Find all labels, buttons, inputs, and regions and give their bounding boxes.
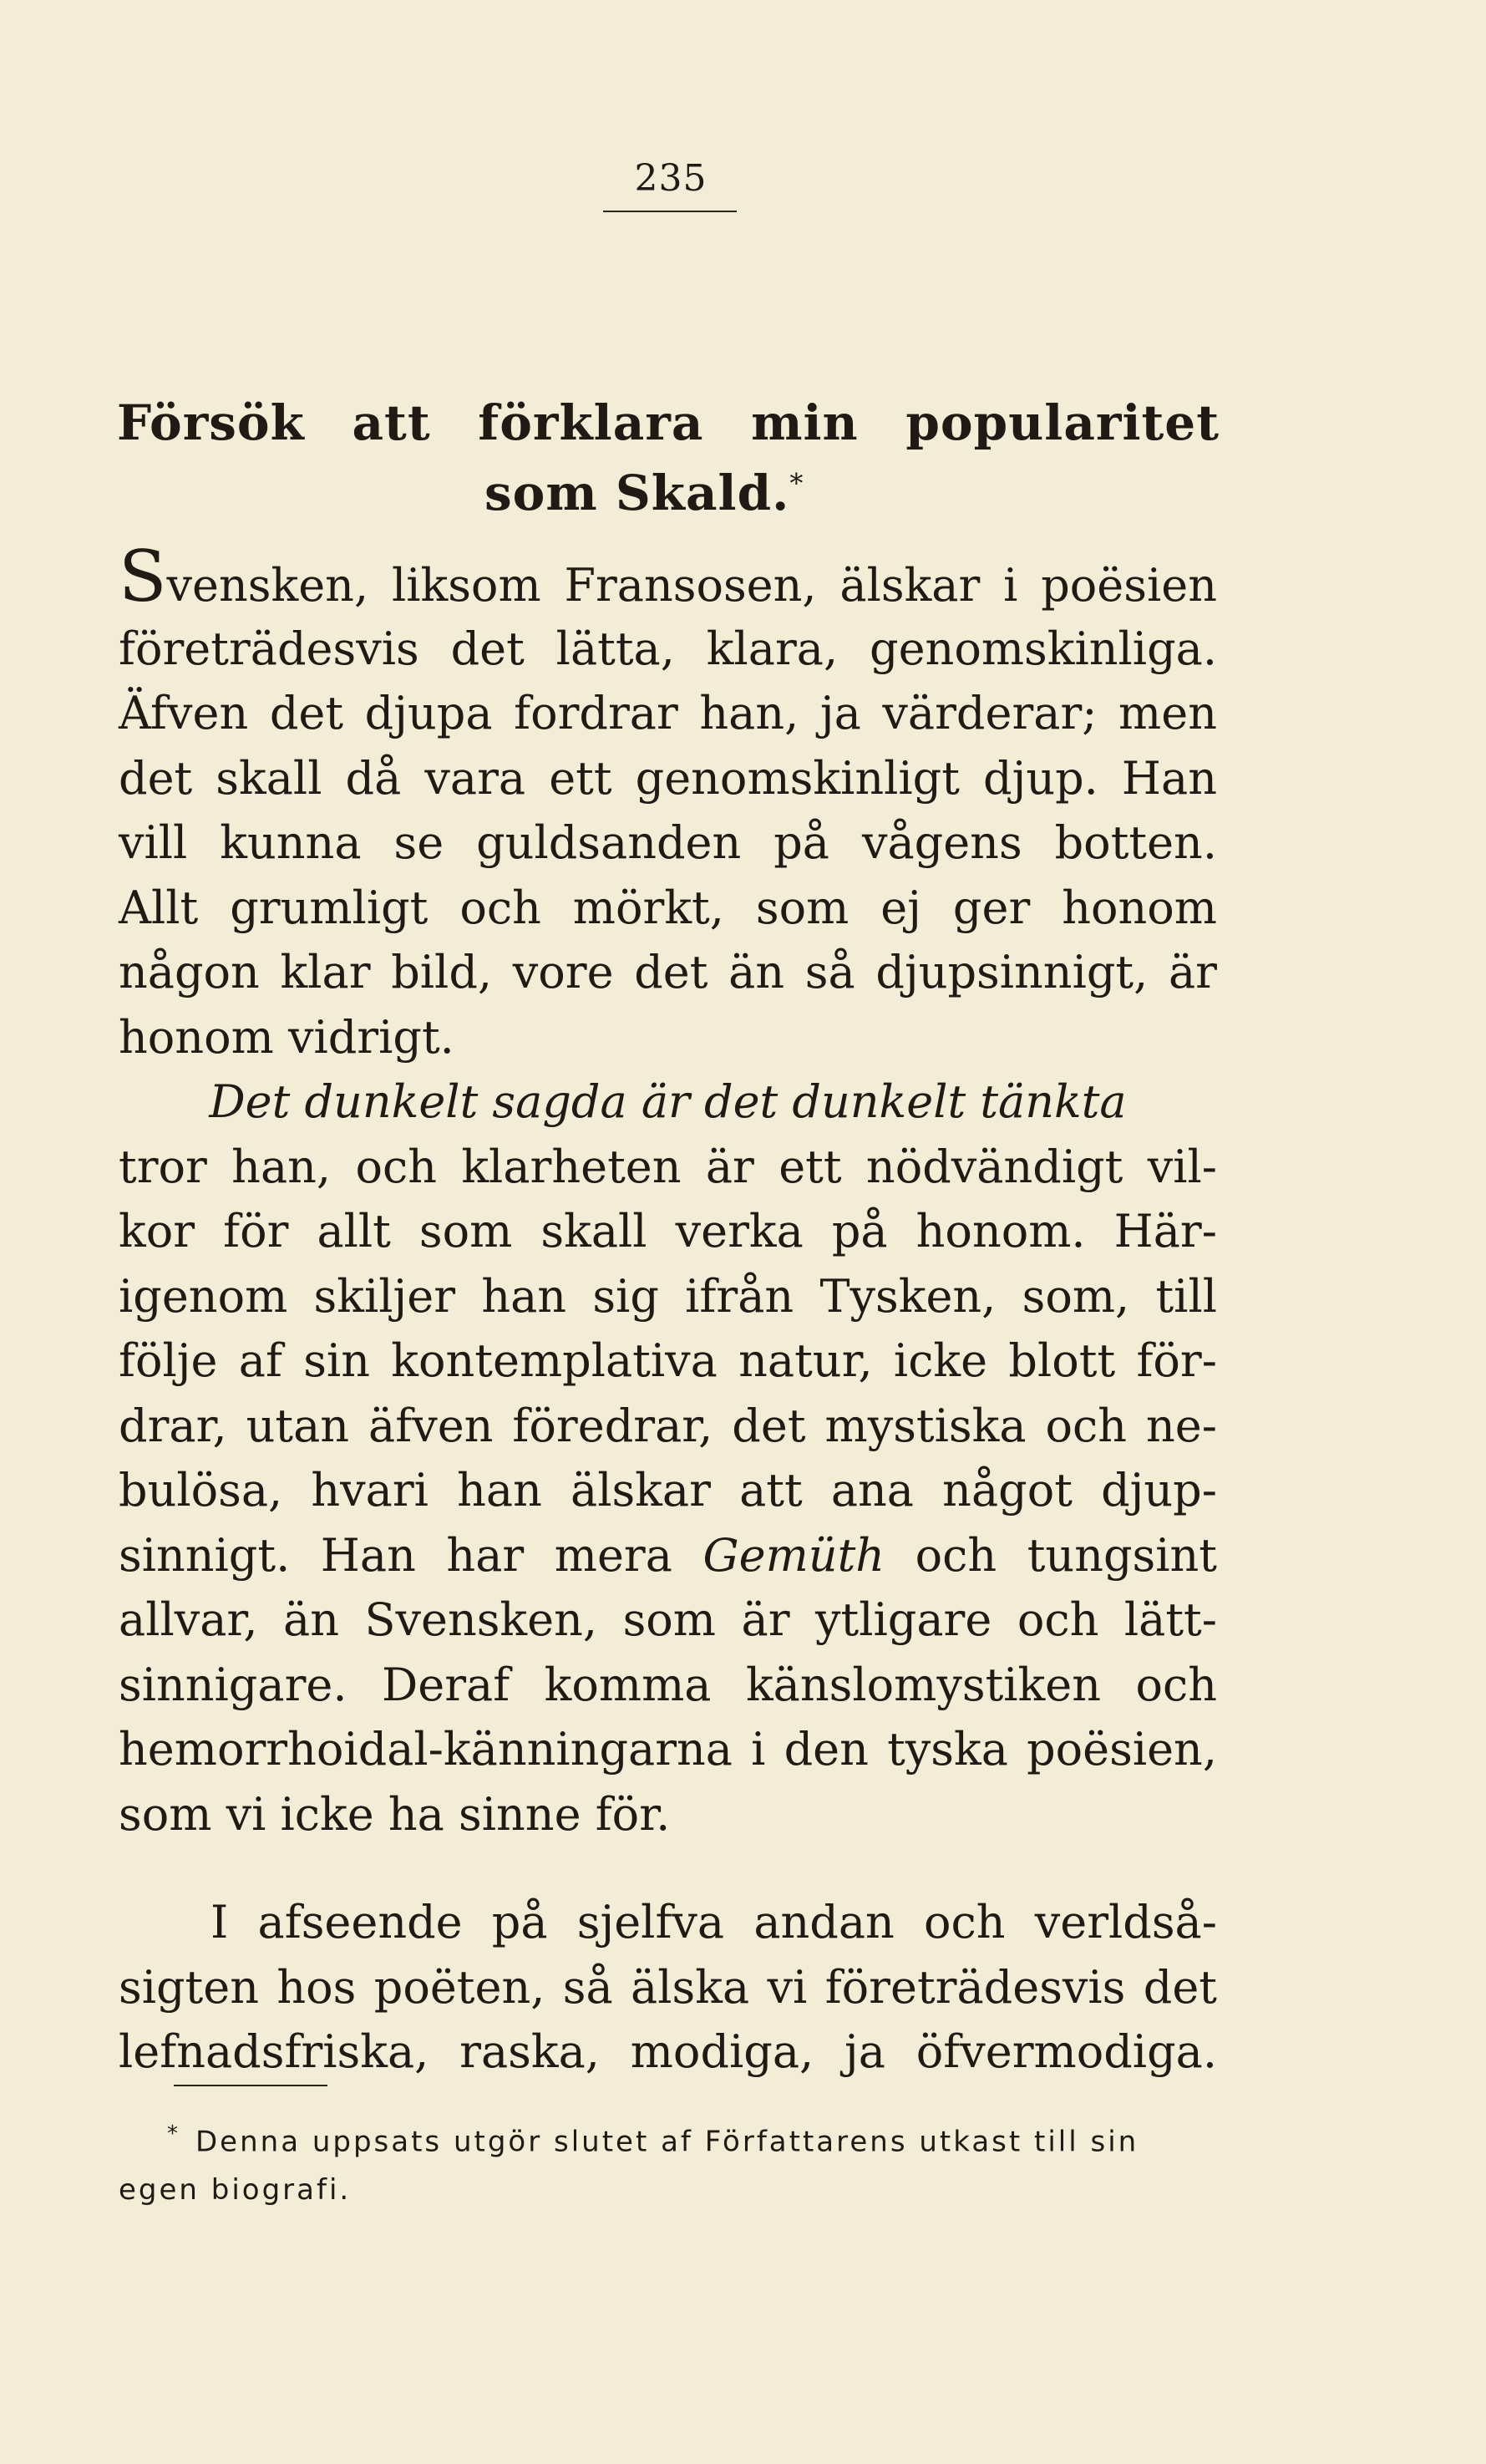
text-line-content: vensken, liksom Fransosen, älskar i poësien — [166, 559, 1217, 612]
footnote-line: egen biografi. — [119, 2173, 352, 2207]
italic-word: Gemüth — [702, 1528, 885, 1582]
footnote-marker: * — [167, 2121, 180, 2146]
footnote-line — [119, 2110, 1221, 2166]
text-line: Äfven det djupa fordrar han, ja värderar; men — [119, 687, 1217, 739]
text-line: vill kunna se guldsanden på vågens botten. — [119, 816, 1217, 869]
text-line — [119, 1523, 1217, 1588]
text-line: tror han, och klarheten är ett nödvändigt vil- — [119, 1140, 1217, 1193]
text-line: Allt grumligt och mörkt, som ej ger honom — [119, 881, 1217, 934]
text-line: I afseende på sjelfva andan och verldså- — [210, 1896, 1217, 1948]
text-line: drar, utan äfven föredrar, det mystiska och ne- — [119, 1399, 1217, 1452]
text-line: sigten hos poëten, så älska vi företrädesvis det — [119, 1960, 1217, 2014]
title-footnote-marker: * — [789, 467, 804, 500]
text-line: företrädesvis det lätta, klara, genomskinliga. — [119, 622, 1217, 675]
paragraph-2 — [119, 1890, 1217, 2085]
text-line: hemorrhoidal-känningarna i den tyska poësien, — [119, 1723, 1217, 1776]
page-number: 235 — [634, 157, 707, 200]
text-line: kor för allt som skall verka på honom. Här- — [119, 1205, 1217, 1257]
text-line: bulösa, hvari han älskar att ana något djup- — [119, 1464, 1217, 1517]
text-line: det skall då vara ett genomskinligt djup. Han — [119, 751, 1217, 805]
chapter-title-line-2-text: som Skald. — [484, 465, 790, 521]
italic-quote: Det dunkelt sagda är det dunkelt tänkta — [209, 1075, 1127, 1128]
chapter-title-line-1: Försök att förklara min popularitet — [117, 394, 1220, 451]
text-segment: och tungsint — [915, 1528, 1217, 1582]
paragraph-1 — [119, 536, 1217, 1847]
footnote — [119, 2110, 1221, 2214]
text-line: som vi icke ha sinne för. — [119, 1787, 671, 1841]
dropcap: S — [119, 536, 167, 617]
italic-quote-line — [119, 1069, 1217, 1135]
text-line — [119, 536, 1217, 617]
text-line: sinnigare. Deraf komma känslomystiken och — [119, 1658, 1217, 1711]
text-line: följe af sin kontemplativa natur, icke blott för- — [119, 1334, 1217, 1387]
text-line: honom vidrigt. — [119, 1010, 454, 1064]
chapter-title-line-2 — [484, 465, 804, 521]
text-segment: sinnigt. Han har mera — [119, 1528, 672, 1582]
text-line: lefnadsfriska, raska, modiga, ja öfvermodiga. — [119, 2025, 1217, 2078]
text-line: allvar, än Svensken, som är ytligare och lätt- — [119, 1593, 1217, 1646]
footnote-rule — [174, 2085, 327, 2086]
text-line: igenom skiljer han sig ifrån Tysken, som, till — [119, 1269, 1217, 1323]
footnote-text: Denna uppsats utgör slutet af Författarens utkast till sin — [195, 2125, 1139, 2159]
page-number-rule — [603, 211, 737, 212]
text-line: någon klar bild, vore det än så djupsinnigt, är — [119, 946, 1217, 998]
